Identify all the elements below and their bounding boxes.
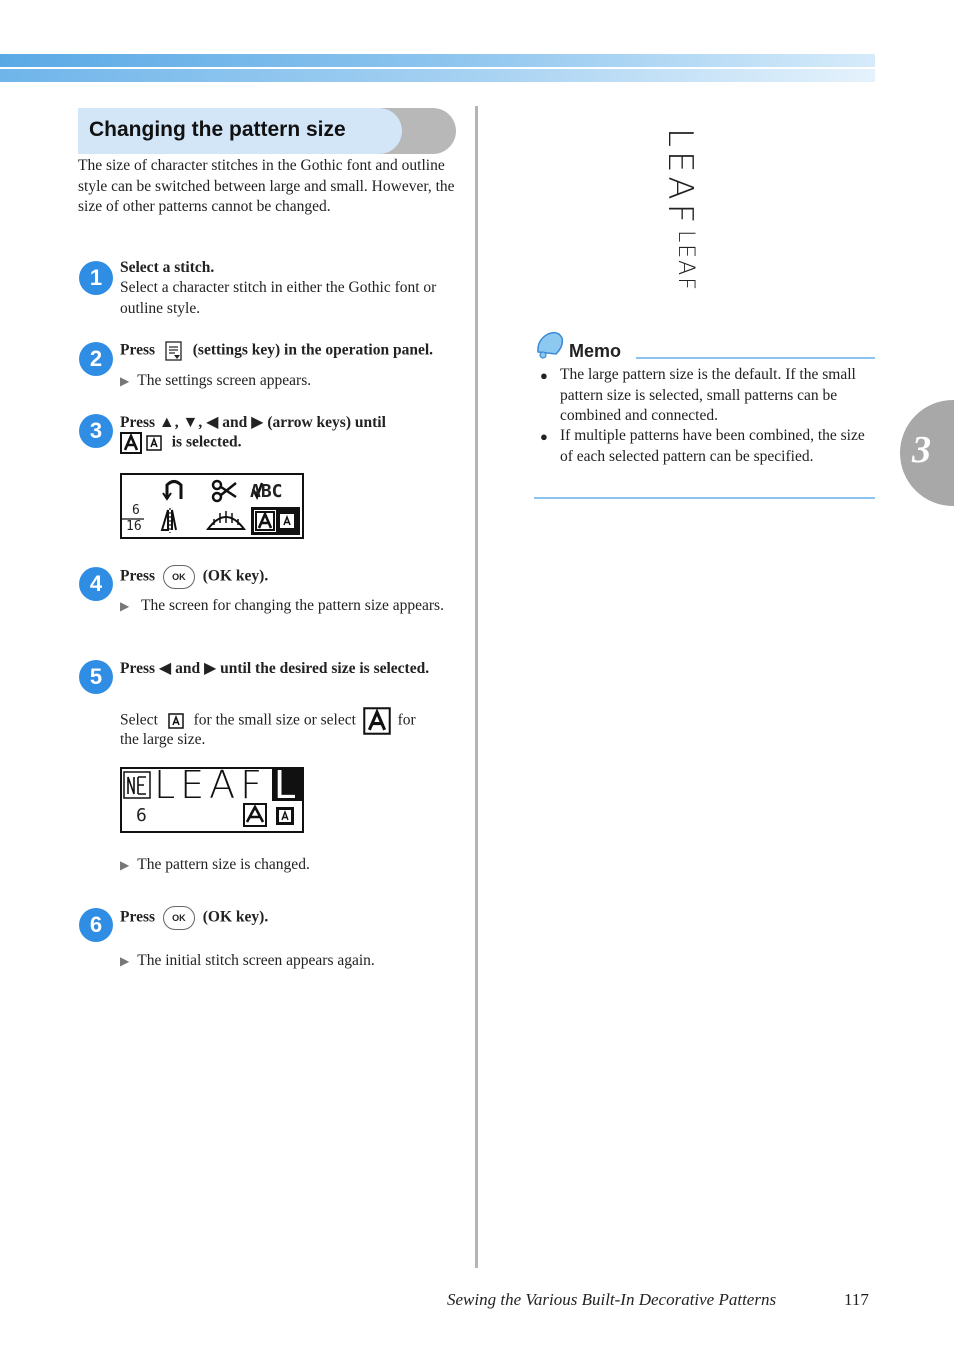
- sample-large: LEAF: [660, 128, 700, 228]
- small-size-icon: [146, 435, 162, 451]
- memo-item-2: If multiple patterns have been combined, the size of each selected pattern can be specified.: [560, 427, 865, 465]
- memo-top-rule: [636, 357, 875, 359]
- step-4-result: The screen for changing the pattern size appears.: [141, 597, 444, 614]
- step-3-badge: 3: [79, 414, 113, 448]
- arrow-up-icon: ▲: [158, 414, 175, 431]
- step-4-heading: Press OK (OK key).: [120, 565, 268, 589]
- step-2-badge: 2: [79, 342, 113, 376]
- large-size-icon: [120, 432, 142, 454]
- section-header: [78, 108, 456, 154]
- section-title: Changing the pattern size: [89, 118, 346, 141]
- arrow-right-icon: ▶: [203, 660, 217, 677]
- lcd-number-top: 6: [132, 503, 140, 518]
- step-4-result-arrow: [120, 597, 137, 615]
- step-3-heading-2: is selected.: [120, 432, 241, 454]
- page-number: 117: [844, 1290, 869, 1309]
- memo-title: Memo: [569, 341, 622, 361]
- step-1-badge: 1: [79, 261, 113, 295]
- result-arrow-icon: ▶: [120, 954, 130, 968]
- lcd-cursor-letter: L: [274, 763, 296, 807]
- intro-paragraph: The size of character stitches in the Gothic font and outline style can be switched between large and small. However, the size of other patterns cannot be changed.: [78, 157, 455, 215]
- memo-bullet-2: ●: [540, 429, 548, 444]
- step-3-heading: Press ▲, ▼, ◀ and ▶ (arrow keys) until: [120, 414, 386, 431]
- result-arrow-icon: ▶: [120, 374, 130, 388]
- step-5-select-line: Select for the small size or select for: [120, 707, 416, 735]
- sample-small: LEAF: [673, 230, 698, 292]
- ok-key-icon: OK: [163, 906, 195, 930]
- large-size-icon: [363, 707, 391, 735]
- arrow-right-icon: ▶: [251, 414, 264, 431]
- memo-bell-icon: [534, 330, 566, 360]
- lcd-pattern-text: LEAF: [154, 763, 268, 807]
- arrow-left-icon: ◀: [158, 660, 172, 677]
- step-5-select-line-2: the large size.: [120, 731, 206, 748]
- step-1-heading: Select a stitch.: [120, 259, 215, 276]
- step-5-result: ▶ The pattern size is changed.: [120, 856, 310, 873]
- ok-key-icon: OK: [163, 565, 195, 589]
- header-stripe-top: [0, 54, 875, 67]
- lcd-size-number: 6: [136, 805, 147, 826]
- lcd-settings-screen: [120, 473, 304, 539]
- step-2-result: ▶ The settings screen appears.: [120, 372, 312, 389]
- step-6-badge: 6: [79, 908, 113, 942]
- memo-bottom-rule: [534, 497, 875, 499]
- footer-title: Sewing the Various Built-In Decorative Patterns: [447, 1290, 777, 1309]
- lcd-size-screen: [120, 763, 304, 833]
- lcd-number-bottom: 16: [126, 519, 142, 534]
- memo-item-1: The large pattern size is the default. If the small pattern size is selected, small patterns can be combined and connected.: [560, 366, 856, 424]
- chapter-tab: [900, 400, 954, 506]
- step-5-heading: Press ◀ and ▶ until the desired size is selected.: [120, 660, 430, 677]
- chapter-number: 3: [912, 429, 931, 471]
- step-6-heading: Press OK (OK key).: [120, 906, 268, 930]
- lcd-abc-label: ABC: [250, 481, 283, 502]
- step-4-badge: 4: [79, 567, 113, 601]
- arrow-left-icon: ◀: [206, 414, 219, 431]
- small-size-icon: [168, 713, 184, 729]
- step-2-heading: Press (settings key) in the operation panel.: [120, 340, 433, 362]
- step-1-text: Select a character stitch in either the Gothic font or outline style.: [120, 279, 437, 317]
- step-5-badge: 5: [79, 660, 113, 694]
- column-divider: [475, 106, 478, 1268]
- arrow-down-icon: ▼: [182, 414, 199, 431]
- result-arrow-icon: ▶: [120, 858, 130, 872]
- memo-bullet-1: ●: [540, 368, 548, 383]
- result-arrow-icon: ▶: [120, 599, 130, 613]
- settings-key-icon: [163, 340, 185, 362]
- step-6-result: ▶ The initial stitch screen appears again.: [120, 952, 375, 969]
- header-stripe-bottom: [0, 69, 875, 82]
